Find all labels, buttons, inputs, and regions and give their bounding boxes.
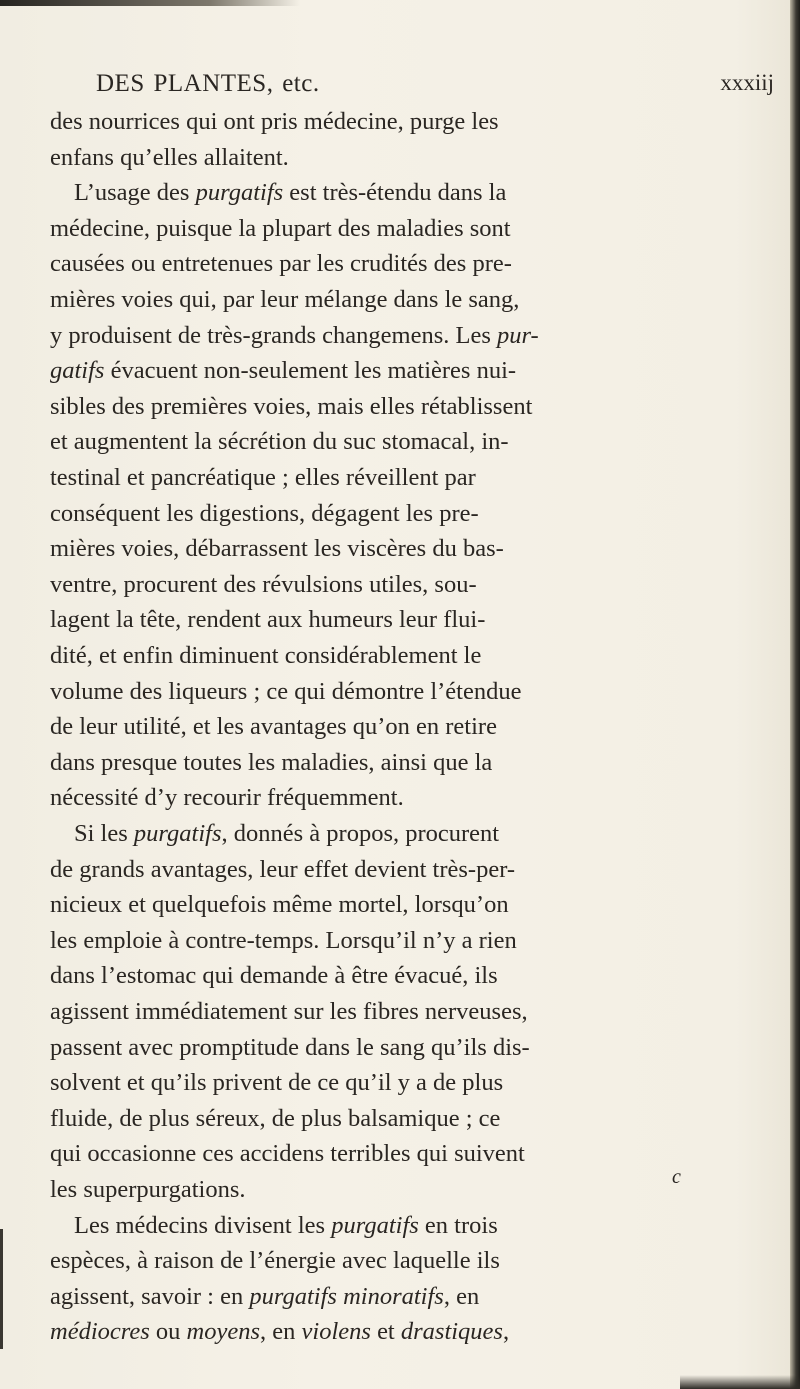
text-run: enfans qu’elles allaitent. <box>50 143 289 171</box>
text-run: fluide, de plus séreux, de plus balsamique ; ce <box>50 1104 501 1132</box>
text-line <box>50 638 481 674</box>
text-run: de grands avantages, leur effet devient très-per- <box>50 855 516 883</box>
text-line <box>50 531 504 567</box>
text-run: causées ou entretenues par les crudités des pre- <box>50 250 512 278</box>
text-line <box>50 104 499 140</box>
text-run: passent avec promptitude dans le sang qu’ils dis- <box>50 1033 530 1061</box>
text-line <box>50 353 516 389</box>
text-run: dans presque toutes les maladies, ainsi que la <box>50 748 493 776</box>
text-run: mières voies, débarrassent les viscères du bas- <box>50 535 504 563</box>
page-number: xxxiij <box>720 70 774 95</box>
text-line <box>50 1136 525 1172</box>
text-run: et augmentent la sécrétion du suc stomacal, in- <box>50 428 509 456</box>
text-line <box>50 282 519 318</box>
text-run: Si les <box>74 820 134 847</box>
text-run: les emploie à contre-temps. Lorsqu’il n’y a rien <box>50 926 517 954</box>
page-edge-bottom <box>680 1375 800 1389</box>
text-run: volume des liqueurs ; ce qui démontre l’étendue <box>50 677 522 705</box>
text-line <box>50 140 289 176</box>
text-run: qui occasionne ces accidens terribles qui suivent <box>50 1140 525 1168</box>
text-line <box>50 602 485 638</box>
text-run: espèces, à raison de l’énergie avec laquelle ils <box>50 1247 500 1275</box>
text-run: lagent la tête, rendent aux humeurs leur flui- <box>50 606 486 634</box>
text-line <box>50 994 528 1030</box>
text-line <box>50 1030 530 1066</box>
text-line <box>50 887 509 923</box>
text-line <box>50 745 492 781</box>
text-run: nicieux et quelquefois même mortel, lorsqu’on <box>50 891 509 919</box>
text-line <box>50 780 404 816</box>
page-edge-right <box>790 0 800 1389</box>
italic-term: purgatifs <box>133 820 222 847</box>
text-line <box>50 852 515 888</box>
text-line <box>50 1101 500 1137</box>
running-title: DES PLANTES, etc. <box>96 70 320 97</box>
text-run: , en <box>443 1282 480 1310</box>
text-run: dité, et enfin diminuent considérablement le <box>50 642 482 669</box>
text-run: dans l’estomac qui demande à être évacué, ils <box>50 962 498 990</box>
text-run: en trois <box>418 1211 498 1239</box>
italic-term: gatifs <box>50 357 105 385</box>
text-line <box>50 318 539 354</box>
running-header <box>96 70 786 102</box>
text-line <box>50 1243 500 1279</box>
signature-mark: c <box>672 1166 681 1188</box>
text-run: ou <box>149 1318 187 1346</box>
text-line <box>50 709 497 745</box>
text-run: agissent, savoir : en <box>50 1282 250 1310</box>
text-line <box>74 1208 498 1244</box>
text-line <box>50 424 509 460</box>
italic-term: purgatifs <box>331 1211 419 1239</box>
text-run: et <box>370 1318 401 1346</box>
text-run: de leur utilité, et les avantages qu’on en retire <box>50 713 497 741</box>
italic-term: purgatifs <box>195 179 284 207</box>
text-run: sibles des premières voies, mais elles rétablissent <box>50 392 533 420</box>
text-run: ventre, procurent des révulsions utiles, sou- <box>50 570 477 598</box>
text-line <box>50 211 511 247</box>
text-run: évacuent non-seulement les matières nui- <box>104 357 517 385</box>
text-run: agissent immédiatement sur les fibres nerveuses, <box>50 998 528 1025</box>
text-line <box>50 674 521 710</box>
text-run: les superpurgations. <box>50 1176 246 1203</box>
text-line <box>50 1314 509 1350</box>
text-line <box>50 246 512 282</box>
text-run: testinal et pancréatique ; elles réveillent par <box>50 464 476 491</box>
text-run: , donnés à propos, procurent <box>221 820 500 847</box>
text-line <box>74 816 499 852</box>
text-line <box>50 460 476 496</box>
text-run: , <box>502 1318 510 1346</box>
text-line <box>50 958 498 994</box>
italic-term: purgatifs minoratifs <box>249 1282 444 1310</box>
text-run: est très-étendu dans la <box>283 179 507 207</box>
text-run: médecine, puisque la plupart des maladies sont <box>50 214 511 242</box>
text-line <box>50 923 517 959</box>
italic-term: médiocres <box>50 1318 150 1346</box>
text-line <box>50 496 479 532</box>
text-run: des nourrices qui ont pris médecine, purge les <box>50 108 499 135</box>
page-edge-left <box>0 1229 3 1349</box>
text-run: nécessité d’y recourir fréquemment. <box>50 784 404 812</box>
text-line <box>50 1172 246 1208</box>
text-run: , en <box>260 1318 302 1346</box>
text-run: Les médecins divisent les <box>74 1211 332 1239</box>
text-line <box>50 567 477 603</box>
page-edge-top <box>0 0 300 6</box>
text-run: L’usage des <box>74 179 196 207</box>
text-run: y produisent de très-grands changemens. Les <box>50 321 497 349</box>
text-line <box>74 175 506 211</box>
italic-term: drastiques <box>400 1318 503 1346</box>
italic-term: violens <box>301 1318 371 1346</box>
text-run: solvent et qu’ils privent de ce qu’il y a de plus <box>50 1069 504 1097</box>
italic-term: pur- <box>497 321 539 349</box>
text-line <box>50 1279 479 1315</box>
text-run: conséquent les digestions, dégagent les pre- <box>50 499 479 527</box>
text-line <box>50 1065 503 1101</box>
text-run: mières voies qui, par leur mélange dans le sang, <box>50 286 520 313</box>
text-line <box>50 389 532 425</box>
italic-term: moyens <box>186 1318 261 1346</box>
